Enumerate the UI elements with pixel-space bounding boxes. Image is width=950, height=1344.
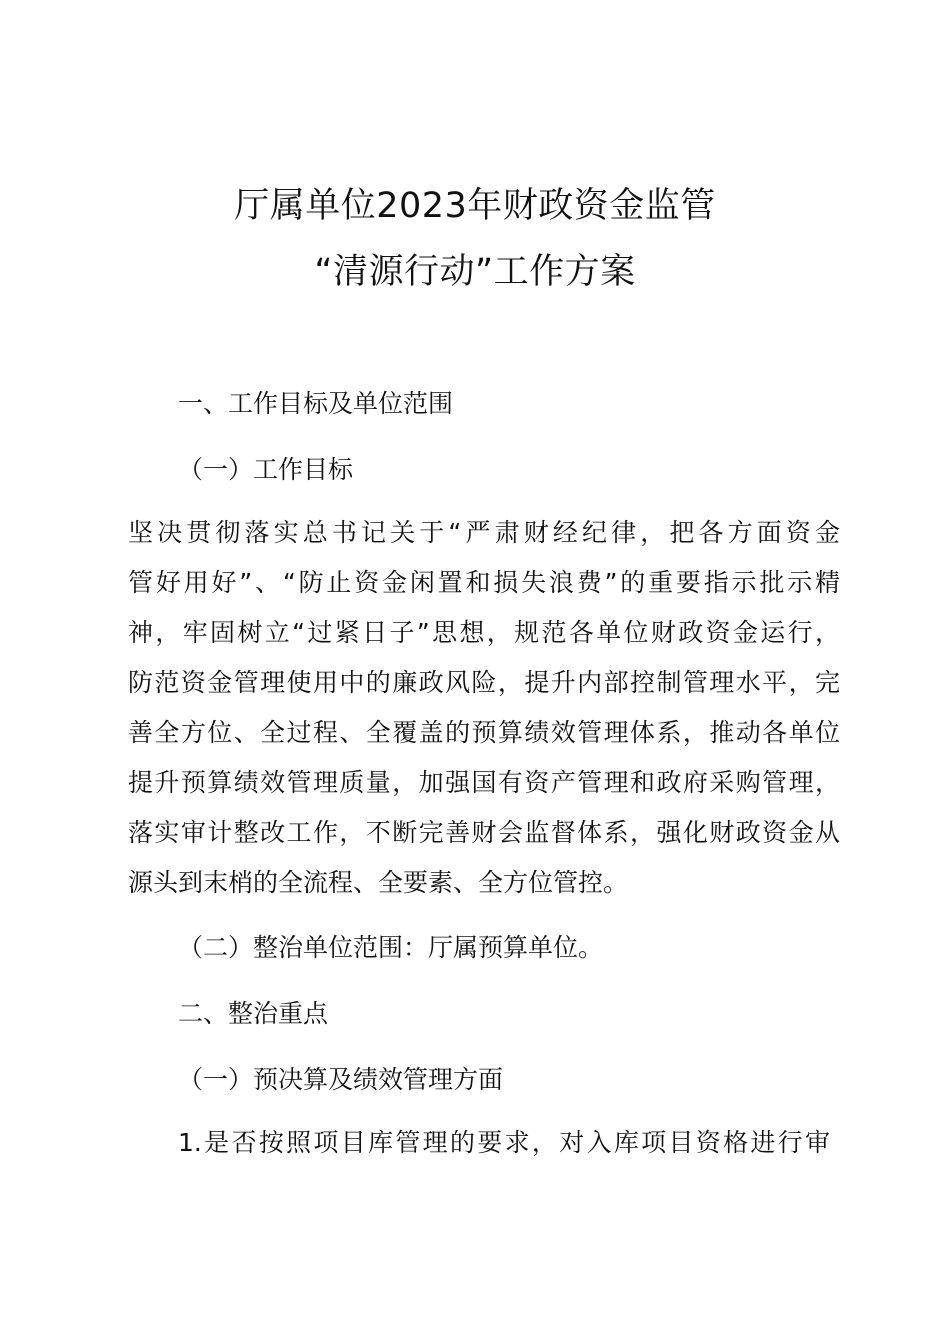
document-title-line-1: 厅属单位2023年财政资金监管 (234, 186, 716, 226)
section-1-subheading-scope: （二）整治单位范围：厅属预算单位。 (178, 933, 604, 962)
section-1-subheading-goals: （一）工作目标 (178, 455, 354, 484)
section-2-subheading-budget: （一）预决算及绩效管理方面 (178, 1065, 504, 1094)
paragraph-line: 防范资金管理使用中的廉政风险，提升内部控制管理水平，完 (128, 668, 840, 697)
paragraph-line: 善全方位、全过程、全覆盖的预算绩效管理体系，推动各单位 (128, 718, 840, 747)
paragraph-line: 源头到末梢的全流程、全要素、全方位管控。 (128, 868, 629, 897)
section-1-paragraph (128, 508, 840, 908)
paragraph-line: 管好用好”、“防止资金闲置和损失浪费”的重要指示批示精 (128, 568, 840, 597)
paragraph-line: 提升预算绩效管理质量，加强国有资产管理和政府采购管理， (128, 768, 840, 797)
paragraph-line: 落实审计整改工作，不断完善财会监督体系，强化财政资金从 (128, 818, 840, 847)
section-1-heading: 一、工作目标及单位范围 (178, 389, 454, 418)
paragraph-line: 神，牢固树立“过紧日子”思想，规范各单位财政资金运行， (128, 618, 840, 647)
section-2-item-1: 1.是否按照项目库管理的要求，对入库项目资格进行审 (178, 1128, 830, 1157)
paragraph-line: 坚决贯彻落实总书记关于“严肃财经纪律，把各方面资金 (128, 518, 840, 547)
document-title-line-2: “清源行动”工作方案 (314, 252, 636, 292)
section-2-heading: 二、整治重点 (178, 999, 329, 1028)
